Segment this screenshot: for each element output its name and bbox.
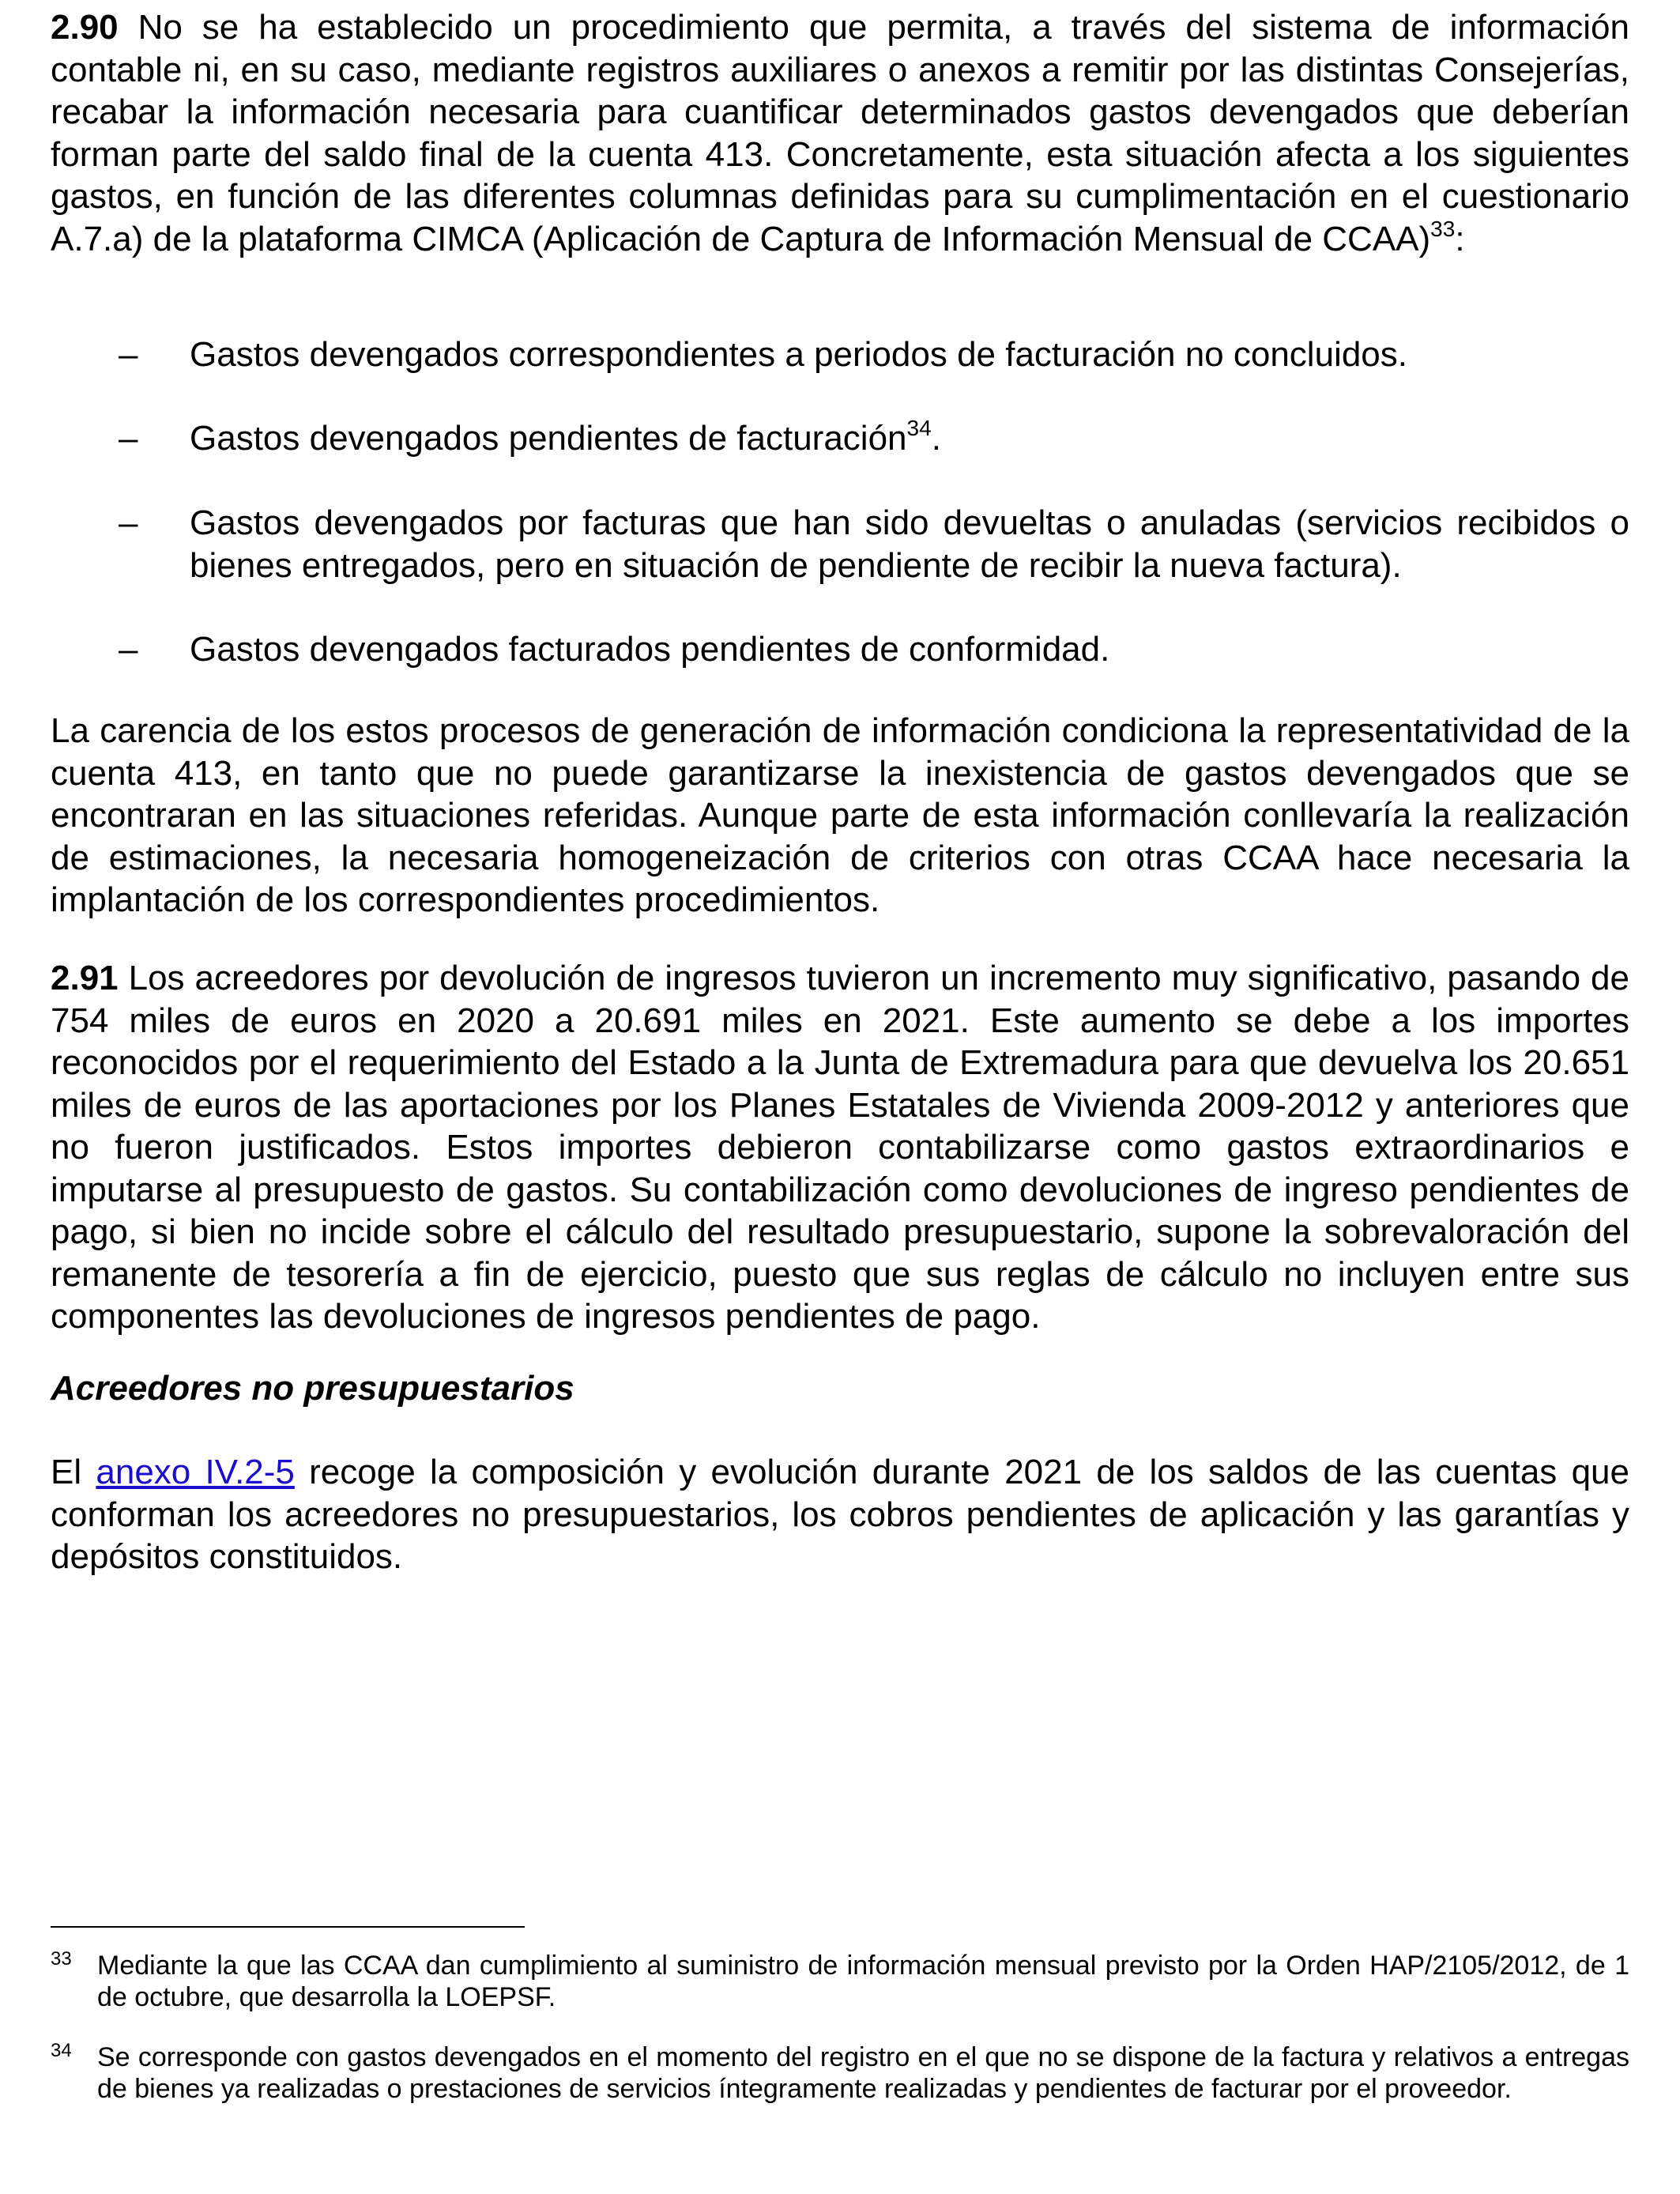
paragraph-number: 2.91 bbox=[51, 959, 119, 997]
list-item-text-tail: . bbox=[931, 419, 941, 458]
list-item-text: Gastos devengados por facturas que han sido devueltas o anuladas (servicios recibidos o bienes entregados, pero en situación de pendiente de recibir la nueva factura). bbox=[190, 503, 1629, 585]
list-item-text-main: Gastos devengados pendientes de facturación bbox=[190, 419, 907, 458]
footnote-number: 33 bbox=[51, 1948, 72, 1970]
paragraph-text-before: El bbox=[51, 1453, 96, 1491]
footnote-text: Se corresponde con gastos devengados en el momento del registro en el que no se dispone de la factura y relativos a entregas de bienes ya realizadas o prestaciones de servicios íntegramente realizadas y pendientes de facturar por el proveedor. bbox=[97, 2042, 1629, 2104]
footnote-ref-33[interactable]: 33 bbox=[1430, 216, 1456, 241]
footnote-ref-34[interactable]: 34 bbox=[906, 416, 932, 440]
footnote-34 bbox=[51, 2041, 1629, 2105]
dash-bullet-icon: – bbox=[119, 630, 138, 669]
list-item bbox=[51, 502, 1629, 586]
footnote-text: Mediante la que las CCAA dan cumplimiento al suministro de información mensual previsto por la Orden HAP/2105/2012, de 1 de octubre, que desarrolla la LOEPSF. bbox=[97, 1951, 1629, 2012]
footnote-separator bbox=[51, 1926, 525, 1928]
section-heading: Acreedores no presupuestarios bbox=[51, 1369, 574, 1408]
paragraph-anexo bbox=[51, 1451, 1629, 1578]
list-item-text: Gastos devengados correspondientes a periodos de facturación no concluidos. bbox=[190, 335, 1407, 374]
footnote-number: 34 bbox=[51, 2040, 72, 2061]
dash-bullet-icon: – bbox=[119, 503, 138, 542]
paragraph-text: Los acreedores por devolución de ingresos tuvieron un incremento muy significativo, pasando de 754 miles de euros en 2020 a 20.691 miles en 2021. Este aumento se debe a los importes reconocidos por el requerimiento del Estado a la Junta de Extremadura para que devuelva los 20.651 miles de euros de las aportaciones por los Planes Estatales de Vivienda 2009-2012 y anteriores que no fueron justificados. Estos importes debieron contabilizarse como gastos extraordinarios e imputarse al presupuesto de gastos. Su contabilización como devoluciones de ingreso pendientes de pago, si bien no incide sobre el cálculo del resultado presupuestario, supone la sobrevaloración del remanente de tesorería a fin de ejercicio, puesto que sus reglas de cálculo no incluyen entre sus componentes las devoluciones de ingresos pendientes de pago. bbox=[51, 959, 1629, 1336]
anexo-link[interactable]: anexo IV.2-5 bbox=[96, 1453, 295, 1491]
list-item-text: Gastos devengados facturados pendientes de conformidad. bbox=[190, 630, 1110, 669]
paragraph-number: 2.90 bbox=[51, 8, 119, 47]
paragraph-carencia: La carencia de los estos procesos de generación de información condiciona la representatividad de la cuenta 413, en tanto que no puede garantizarse la inexistencia de gastos devengados que se encontraran en las situaciones referidas. Aunque parte de esta información conllevaría la realización de estimaciones, la necesaria homogeneización de criterios con otras CCAA hace necesaria la implantación de los correspondientes procedimientos. bbox=[51, 711, 1629, 919]
list-item bbox=[51, 417, 1629, 460]
dash-bullet-icon: – bbox=[119, 335, 138, 374]
paragraph-tail: : bbox=[1455, 219, 1465, 258]
paragraph-text: No se ha establecido un procedimiento que permita, a través del sistema de información contable ni, en su caso, mediante registros auxiliares o anexos a remitir por las distintas Consejerías, recabar la información necesaria para cuantificar determinados gastos devengados que deberían forman parte del saldo final de la cuenta 413. Concretamente, esta situación afecta a los siguientes gastos, en función de las diferentes columnas definidas para su cumplimentación en el cuestionario A.7.a) de la plataforma CIMCA (Aplicación de Captura de Información Mensual de CCAA) bbox=[51, 8, 1629, 258]
footnote-33 bbox=[51, 1950, 1629, 2013]
dash-bullet-icon: – bbox=[119, 419, 138, 458]
list-item bbox=[51, 628, 1629, 671]
paragraph-2-91 bbox=[51, 957, 1629, 1338]
list-item bbox=[51, 334, 1629, 376]
list-item-text bbox=[190, 417, 1629, 460]
paragraph-text-after: recoge la composición y evolución durante 2021 de los saldos de las cuentas que conforman los acreedores no presupuestarios, los cobros pendientes de aplicación y las garantías y depósitos constituidos. bbox=[51, 1453, 1629, 1576]
paragraph-2-90 bbox=[51, 6, 1629, 260]
